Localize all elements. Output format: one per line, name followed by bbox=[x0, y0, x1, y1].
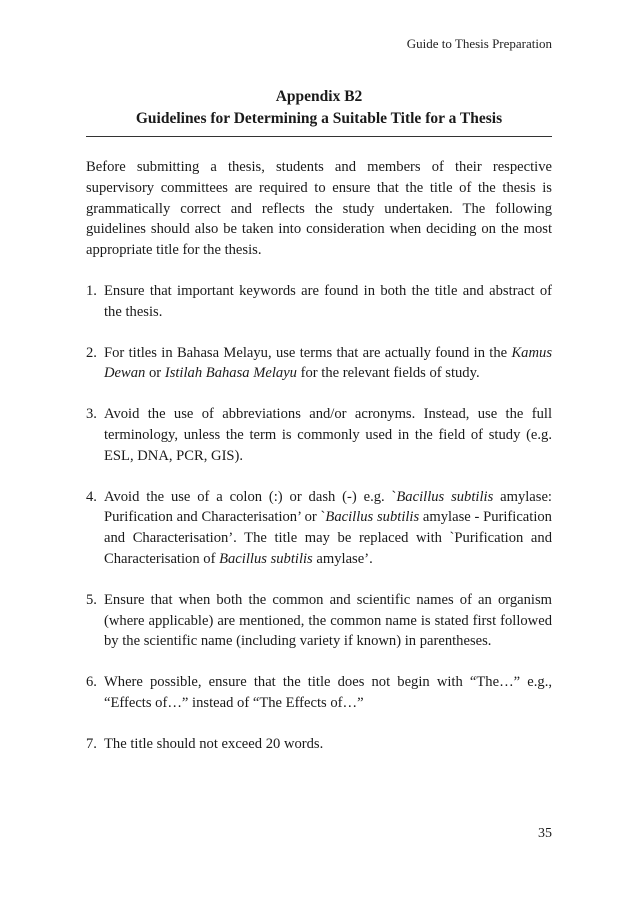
guideline-item-5 bbox=[86, 590, 552, 652]
guideline-item-6 bbox=[86, 672, 552, 714]
guideline-text: Ensure that important keywords are found in both the title and abstract of the thesis. bbox=[104, 282, 552, 320]
guideline-item-2 bbox=[86, 343, 552, 385]
guideline-number: 2. bbox=[86, 344, 97, 361]
guideline-text: The title should not exceed 20 words. bbox=[104, 735, 324, 752]
guideline-text: Ensure that when both the common and scientific names of an organism (where applicable) are mentioned, the common name is stated first followed by the scientific name (including variety if known) in parentheses. bbox=[104, 591, 552, 650]
appendix-label: Appendix B2 bbox=[275, 88, 363, 105]
guideline-item-3 bbox=[86, 404, 552, 466]
guideline-number: 1. bbox=[86, 282, 97, 299]
guideline-text bbox=[104, 489, 552, 567]
text-run: amylase’. bbox=[312, 550, 373, 567]
text-run: or bbox=[145, 365, 165, 382]
guidelines-list bbox=[86, 281, 552, 755]
guideline-number: 4. bbox=[86, 488, 97, 505]
guideline-text: Avoid the use of abbreviations and/or acronyms. Instead, use the full terminology, unless the term is commonly used in the field of study (e.g. ESL, DNA, PCR, GIS). bbox=[104, 406, 552, 464]
italic-term: Bacillus subtilis bbox=[219, 550, 313, 567]
italic-term: Bacillus subtilis bbox=[396, 488, 494, 505]
guideline-number: 7. bbox=[86, 735, 97, 752]
text-run: amylase - Purification and Characterisation’. The title may be replaced with `Purification and Characterisation of bbox=[104, 509, 552, 567]
guideline-item-1 bbox=[86, 281, 552, 323]
text-run: amylase: Purification and Characterisation’ or ` bbox=[104, 488, 552, 526]
page-title: Guidelines for Determining a Suitable Title for a Thesis bbox=[135, 110, 503, 127]
running-header: Guide to Thesis Preparation bbox=[406, 36, 552, 51]
guideline-number: 5. bbox=[86, 591, 97, 608]
italic-term: Kamus Dewan bbox=[104, 344, 552, 382]
document-body bbox=[86, 157, 552, 775]
italic-term: Bacillus subtilis bbox=[325, 509, 420, 526]
title-divider bbox=[86, 136, 552, 137]
page-number: 35 bbox=[538, 826, 552, 841]
guideline-text: Where possible, ensure that the title does not begin with “The…” e.g., “Effects of…” instead of “The Effects of…” bbox=[104, 674, 552, 711]
text-run: Avoid the use of a colon (:) or dash (-) e.g. ` bbox=[104, 488, 397, 505]
intro-paragraph: Before submitting a thesis, students and members of their respective supervisory committees are required to ensure that the title of the thesis is grammatically correct and reflects the study undertaken. The following guidelines should also be taken into consideration when deciding on the most appropriate title for the thesis. bbox=[86, 159, 552, 259]
title-block bbox=[86, 86, 552, 130]
guideline-item-7 bbox=[86, 734, 552, 755]
guideline-number: 3. bbox=[86, 406, 97, 423]
italic-term: Istilah Bahasa Melayu bbox=[164, 365, 297, 382]
guideline-number: 6. bbox=[86, 674, 97, 691]
guideline-item-4 bbox=[86, 487, 552, 570]
guideline-text bbox=[104, 345, 552, 382]
text-run: For titles in Bahasa Melayu, use terms that are actually found in the bbox=[104, 344, 512, 361]
text-run: for the relevant fields of study. bbox=[296, 365, 480, 382]
